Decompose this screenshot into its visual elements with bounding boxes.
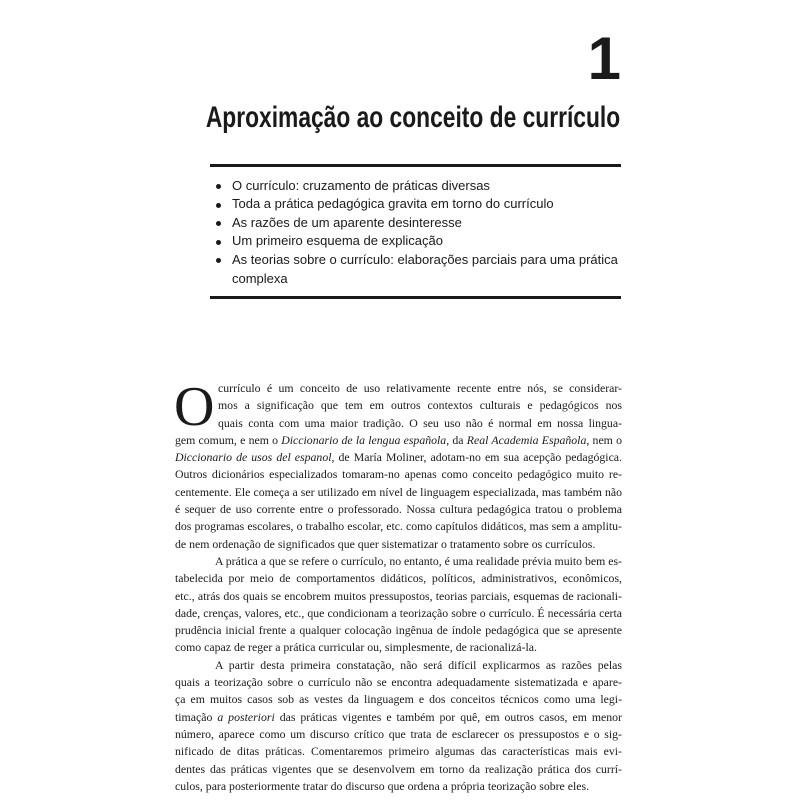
line-text: [175, 518, 622, 535]
text-line: [175, 605, 622, 622]
text-run: centemente. Ele começa a ser utilizado em nível de linguagem especializada, mas também não: [175, 484, 622, 499]
text-run: , de María Moliner, adotam-no em sua acepção pedagógica.: [331, 450, 622, 465]
body-text: [174, 376, 622, 795]
text-run: como capaz de reger a prática curricular ou, simplesmente, de racionalizá-la.: [175, 640, 537, 655]
text-line: [175, 432, 622, 449]
text-run: gem comum, e nem o: [175, 432, 282, 447]
text-run: Outros dicionários especializados tomaram-no apenas como conceito pedagógico muito re-: [175, 467, 622, 482]
line-text: [175, 605, 622, 622]
line-text: [175, 691, 622, 708]
line-text: [175, 778, 589, 795]
summary-item-text: Um primeiro esquema de explicação: [232, 233, 443, 249]
paragraph: [174, 376, 622, 553]
line-text: [175, 466, 622, 483]
text-run: mos a significação que tem em outros contextos culturais e pedagógicos nos: [218, 398, 622, 413]
summary-item: [210, 251, 622, 270]
text-run: culos, para posteriormente tratar do discurso que ordena a própria teorização sobre eles.: [175, 778, 590, 793]
italic-text: Real Academia Española: [466, 432, 587, 447]
summary-item: [210, 195, 622, 214]
text-run: prudência inicial frente a qualquer colocação ingênua de índole pedagógica que se apresente: [175, 623, 622, 638]
drop-cap: O: [174, 376, 215, 438]
line-text: [175, 501, 622, 518]
text-run: quais a teorização sobre o currículo não se encontra adequadamente sistematizada e apare-: [175, 675, 622, 690]
summary-item-continuation: [210, 270, 622, 289]
line-text: [175, 622, 622, 639]
summary-item: [210, 232, 622, 251]
text-run: número, aparece como um discurso crítico que trata de esclarecer os pressupostos e o sig-: [175, 726, 622, 741]
summary-item: [210, 177, 622, 196]
text-line: [175, 588, 622, 605]
text-run: é sequer de uso corrente entre o professorado. Nossa cultura pedagógica tratou o problema: [175, 502, 622, 517]
italic-text: Diccionario de usos del espanol: [175, 450, 332, 465]
bullet-icon: [216, 240, 221, 245]
text-line: [175, 778, 622, 795]
text-line: [175, 415, 622, 432]
text-run: de nem ordenação de significados que quer sistematizar o tratamento sobre os currículos.: [175, 536, 596, 551]
text-line: [175, 397, 622, 414]
text-line: [175, 691, 622, 708]
text-line: [175, 380, 622, 397]
text-run: das práticas vigentes e também por quê, em outros casos, em menor: [274, 709, 622, 724]
line-text: [218, 380, 622, 397]
text-line: [175, 709, 622, 726]
text-line: [175, 674, 622, 691]
italic-text: Diccionario de la lengua española: [281, 432, 447, 447]
summary-item-text: complexa: [232, 270, 288, 286]
summary-item-text: As teorias sobre o currículo: elaborações parciais para uma prática: [232, 252, 618, 268]
text-line: [175, 639, 622, 656]
line-text: [218, 415, 622, 432]
paragraph: [175, 553, 622, 657]
line-text: [175, 743, 622, 760]
text-line: [175, 484, 622, 501]
text-line: [175, 536, 622, 553]
line-text: [175, 674, 622, 691]
line-text: [175, 432, 622, 449]
text-run: , da: [446, 432, 467, 447]
summary-bottom-rule: [210, 296, 621, 299]
line-text: [175, 639, 537, 656]
text-line: [175, 518, 622, 535]
text-run: nificado de ditas práticas. Comentaremos primeiro algumas das características mais evi-: [175, 744, 622, 759]
text-run: timação: [175, 709, 218, 724]
chapter-title: Aproximação ao conceito de currículo: [205, 101, 620, 134]
summary-item-text: O currículo: cruzamento de práticas diversas: [232, 177, 490, 193]
line-text: [215, 657, 622, 674]
bullet-icon: [216, 184, 221, 189]
text-run: dentes das práticas vigentes que se desenvolvem em torno da realização prática dos currí-: [175, 761, 622, 776]
text-run: , nem o: [586, 432, 622, 447]
text-line: [175, 553, 622, 570]
summary-item: [210, 214, 622, 233]
line-text: [175, 726, 622, 743]
bullet-icon: [216, 258, 221, 263]
line-text: [175, 588, 622, 605]
bullet-icon: [216, 203, 221, 208]
line-text: [175, 484, 622, 501]
italic-text: a posteriori: [217, 709, 275, 724]
text-run: dade, crenças, valores, etc., que condicionam a teorização sobre o currículo. É necessária certa: [175, 605, 622, 620]
text-line: [175, 570, 622, 587]
text-run: dos programas escolares, o trabalho escolar, etc. como capítulos didáticos, mas sem a amplitu-: [175, 519, 622, 534]
bullet-icon: [216, 221, 221, 226]
chapter-number: 1: [587, 25, 621, 92]
chapter-summary-list: [210, 177, 622, 289]
text-line: [175, 657, 622, 674]
text-line: [175, 726, 622, 743]
text-line: [175, 622, 622, 639]
paragraph: [175, 657, 622, 795]
text-run: A prática a que se refere o currículo, no entanto, é uma realidade prévia muito bem es-: [215, 553, 622, 568]
text-run: tabelecida por meio de comportamentos didáticos, políticos, administrativos, econômicos,: [175, 571, 622, 586]
line-text: [175, 709, 622, 726]
text-line: [175, 761, 622, 778]
text-run: currículo é um conceito de uso relativamente recente entre nós, se considerar-: [218, 381, 622, 395]
line-text: [175, 536, 595, 553]
summary-item-text: As razões de um aparente desinteresse: [232, 214, 462, 230]
text-line: [175, 743, 622, 760]
summary-item-text: Toda a prática pedagógica gravita em torno do currículo: [232, 196, 554, 212]
text-line: [175, 466, 622, 483]
summary-top-rule: [210, 164, 621, 167]
line-text: [175, 570, 622, 587]
line-text: [215, 553, 622, 570]
text-run: A partir desta primeira constatação, não será difícil explicarmos as razões pelas: [215, 657, 622, 672]
line-text: [175, 761, 622, 778]
line-text: [218, 397, 622, 414]
text-line: [175, 501, 622, 518]
line-text: [175, 449, 622, 466]
text-run: etc., atrás dos quais se encobrem muitos pressupostos, teorias parciais, esquemas de racionali-: [175, 588, 622, 603]
text-run: ça em muitos casos sob as vestes da linguagem e dos conceitos técnicos como uma legi-: [175, 692, 622, 707]
text-line: [175, 449, 622, 466]
text-run: quais conta com uma maior tradição. O seu uso não é normal em nossa lingua-: [218, 415, 622, 430]
